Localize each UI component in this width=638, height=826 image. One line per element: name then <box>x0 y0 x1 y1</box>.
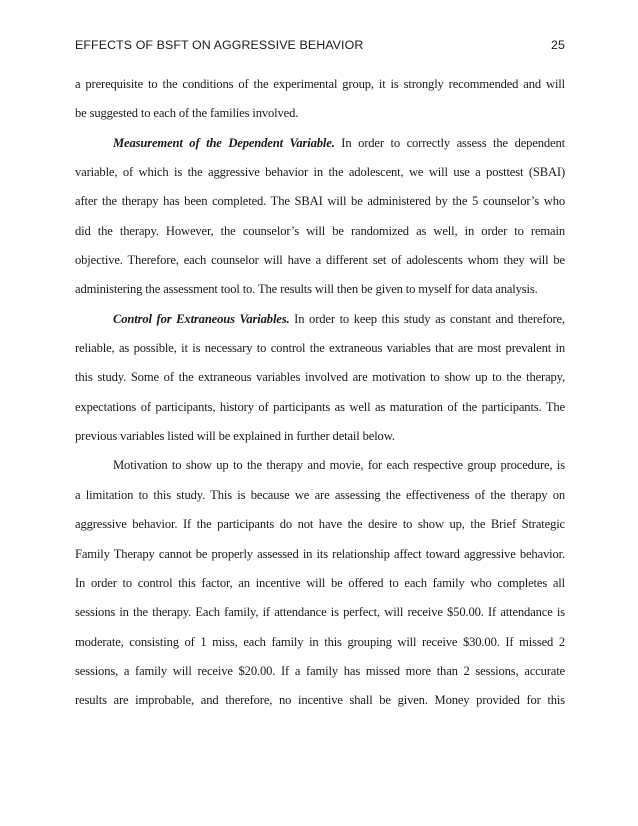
text-line: Family Therapy cannot be properly assessed in its relationship affect toward aggressive behavior. <box>75 546 565 561</box>
text-line: Motivation to show up to the therapy and movie, for each respective group procedure, is <box>113 458 565 473</box>
running-head <box>75 38 565 54</box>
text-line: this study. Some of the extraneous variables involved are motivation to show up to the therapy, <box>75 370 565 385</box>
text-line: administering the assessment tool to. The results will then be given to myself for data analysis. <box>75 282 538 297</box>
text-line: sessions, a family will receive $20.00. If a family has missed more than 2 sessions, accurate <box>75 663 565 678</box>
text-line: expectations of participants, history of participants as well as maturation of the participants. The <box>75 399 565 414</box>
text-line: results are improbable, and therefore, no incentive shall be given. Money provided for this <box>75 693 565 708</box>
text-line: reliable, as possible, it is necessary to control the extraneous variables that are most prevalent in <box>75 341 565 356</box>
text-line <box>75 129 565 158</box>
text-line: a limitation to this study. This is because we are assessing the effectiveness of the therapy on <box>75 487 565 502</box>
text-line: aggressive behavior. If the participants do not have the desire to show up, the Brief Strategic <box>75 517 565 532</box>
text-run: In order to correctly assess the dependent <box>334 135 565 150</box>
body-text <box>75 70 565 716</box>
text-line: objective. Therefore, each counselor will have a different set of adolescents whom they will be <box>75 253 565 268</box>
page-number: 25 <box>551 38 565 52</box>
text-line: moderate, consisting of 1 miss, each family in this grouping will receive $30.00. If missed 2 <box>75 634 565 649</box>
text-line: did the therapy. However, the counselor’s will be randomized as well, in order to remain <box>75 223 565 238</box>
text-line: In order to control this factor, an incentive will be offered to each family who completes all <box>75 575 565 590</box>
section-heading-extraneous: Control for Extraneous Variables. <box>113 311 290 326</box>
text-run: In order to keep this study as constant and therefore, <box>289 311 565 326</box>
text-line: previous variables listed will be explained in further detail below. <box>75 429 395 444</box>
text-line: a prerequisite to the conditions of the experimental group, it is strongly recommended and will <box>75 77 565 91</box>
text-line: variable, of which is the aggressive behavior in the adolescent, we will use a posttest (SBAI) <box>75 165 565 180</box>
text-line: sessions in the therapy. Each family, if attendance is perfect, will receive $50.00. If attendance is <box>75 605 565 620</box>
section-heading-measurement: Measurement of the Dependent Variable. <box>113 135 335 150</box>
text-line: be suggested to each of the families involved. <box>75 106 299 121</box>
text-line: after the therapy has been completed. The SBAI will be administered by the 5 counselor’s who <box>75 194 565 209</box>
running-head-title: EFFECTS OF BSFT ON AGGRESSIVE BEHAVIOR <box>75 38 364 52</box>
text-line <box>75 305 565 334</box>
